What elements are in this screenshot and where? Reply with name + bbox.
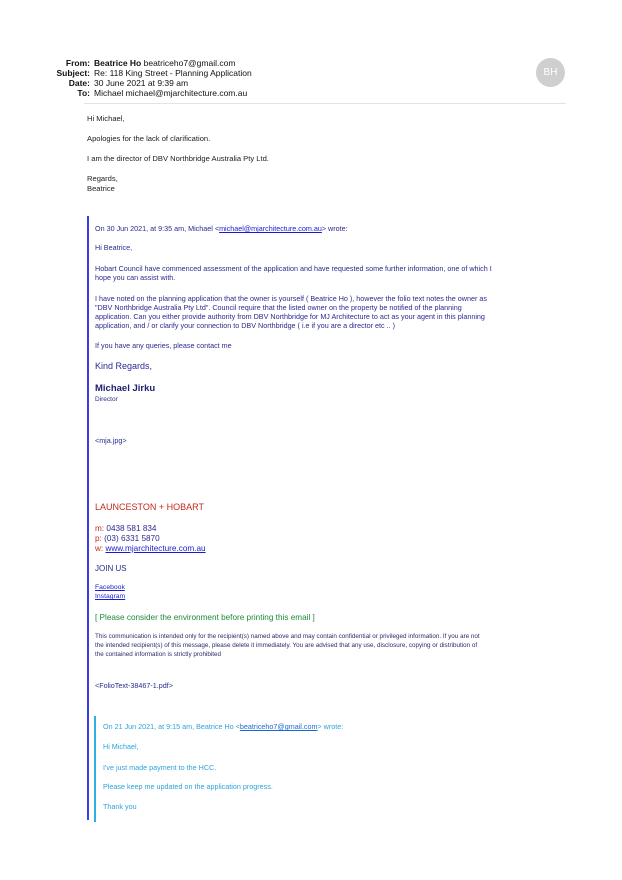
quote1-para2-line2: "DBV Northbridge Australia Pty Ltd". Council require that the listed owner on the property be notified of the planning xyxy=(95,303,462,312)
disclaimer-line3: the contained information is strictly prohibited xyxy=(95,651,222,658)
quote1-intro xyxy=(95,224,565,233)
reply-closing: Regards, xyxy=(87,174,118,183)
quote2-intro-email-link[interactable]: beatriceho7@gmail.com xyxy=(239,722,318,731)
quote2-greeting: Hi Michael, xyxy=(103,742,139,751)
phone-label: p: xyxy=(95,534,102,543)
quote-bar-level-2 xyxy=(94,716,96,822)
subject-text: Re: 118 King Street - Planning Application xyxy=(94,68,252,78)
mobile-label: m: xyxy=(95,524,105,533)
quote1-para2-line1: I have noted on the planning application that the owner is yourself ( Beatrice Ho ), however the folio text notes the owner as xyxy=(95,294,487,303)
phone-number: (03) 6331 5870 xyxy=(104,534,160,543)
quote1-para1-line1: Hobart Council have commenced assessment of the application and have requested some further information, one of which I xyxy=(95,264,492,273)
reply-line-2: I am the director of DBV Northbridge Australia Pty Ltd. xyxy=(87,154,269,163)
subject-label: Subject: xyxy=(56,68,90,78)
disclaimer-line1: This communication is intended only for the recipient(s) named above and may contain confidential or privileged information. If you are not xyxy=(95,633,480,640)
to-name: Michael xyxy=(94,88,124,98)
quote1-kind-regards: Kind Regards, xyxy=(95,361,153,371)
join-us: JOIN US xyxy=(95,564,127,573)
sender-title: Director xyxy=(95,396,118,403)
from-row xyxy=(0,58,235,68)
attachment-placeholder[interactable]: <FolioText-38467-1.pdf> xyxy=(95,681,173,690)
quote1-para3: If you have any queries, please contact me xyxy=(95,341,232,350)
environment-notice: [ Please consider the environment before printing this email ] xyxy=(95,613,315,622)
subject-row xyxy=(0,68,252,78)
sender-name: Michael Jirku xyxy=(95,383,156,394)
quote-bar-level-1 xyxy=(87,216,89,820)
reply-line-1: Apologies for the lack of clarification. xyxy=(87,134,211,143)
from-email[interactable]: beatriceho7@gmail.com xyxy=(143,58,236,68)
avatar: BH xyxy=(536,58,565,87)
reply-greeting: Hi Michael, xyxy=(87,114,125,123)
quote2-closing: Thank you xyxy=(103,802,137,811)
quote1-intro-prefix: On 30 Jun 2021, at 9:35 am, Michael < xyxy=(95,224,220,233)
mobile-number: 0438 581 834 xyxy=(106,524,157,533)
date-label: Date: xyxy=(68,78,90,88)
phone-row xyxy=(95,534,565,544)
quote1-para1-line2: hope you can assist with. xyxy=(95,273,176,282)
date-row xyxy=(0,78,188,88)
disclaimer-line2: the intended recipient(s) of this message, please delete it immediately. You are advised that any use, disclosure, copying or distribution of xyxy=(95,642,478,649)
quote1-para2-line3: application. Can you either provide authority from DBV Northbridge for MJ Architecture to act as your agent in this planning xyxy=(95,312,485,321)
quote1-greeting: Hi Beatrice, xyxy=(95,243,133,252)
web-row xyxy=(95,544,565,554)
quote1-intro-email-link[interactable]: michael@mjarchitecture.com.au xyxy=(219,224,322,233)
quote1-intro-suffix: > wrote: xyxy=(321,224,348,233)
quote2-intro xyxy=(103,722,343,731)
to-row xyxy=(0,88,247,98)
image-placeholder: <mja.jpg> xyxy=(95,436,127,445)
from-label: From: xyxy=(65,58,90,68)
to-email[interactable]: michael@mjarchitecture.com.au xyxy=(125,88,248,98)
quote2-intro-suffix: > wrote: xyxy=(317,722,344,731)
date-text: 30 June 2021 at 9:39 am xyxy=(94,78,189,88)
quote2-intro-prefix: On 21 Jun 2021, at 9:15 am, Beatrice Ho < xyxy=(103,722,240,731)
to-label: To: xyxy=(77,88,90,98)
mobile-row xyxy=(95,524,565,534)
quote1-para2-line4: application, and / or clarify your connection to DBV Northbridge ( i.e if you are a director etc .. ) xyxy=(95,321,396,330)
offices-heading: LAUNCESTON + HOBART xyxy=(95,502,204,512)
quote2-line1: I've just made payment to the HCC. xyxy=(103,763,217,772)
instagram-link[interactable]: Instagram xyxy=(95,593,126,600)
from-name: Beatrice Ho xyxy=(94,58,142,68)
reply-signature: Beatrice xyxy=(87,184,115,193)
header-divider xyxy=(84,103,566,104)
web-label: w: xyxy=(95,544,104,553)
website-link[interactable]: www.mjarchitecture.com.au xyxy=(105,544,206,553)
quote2-line2: Please keep me updated on the application progress. xyxy=(103,782,273,791)
facebook-link[interactable]: Facebook xyxy=(95,584,125,591)
